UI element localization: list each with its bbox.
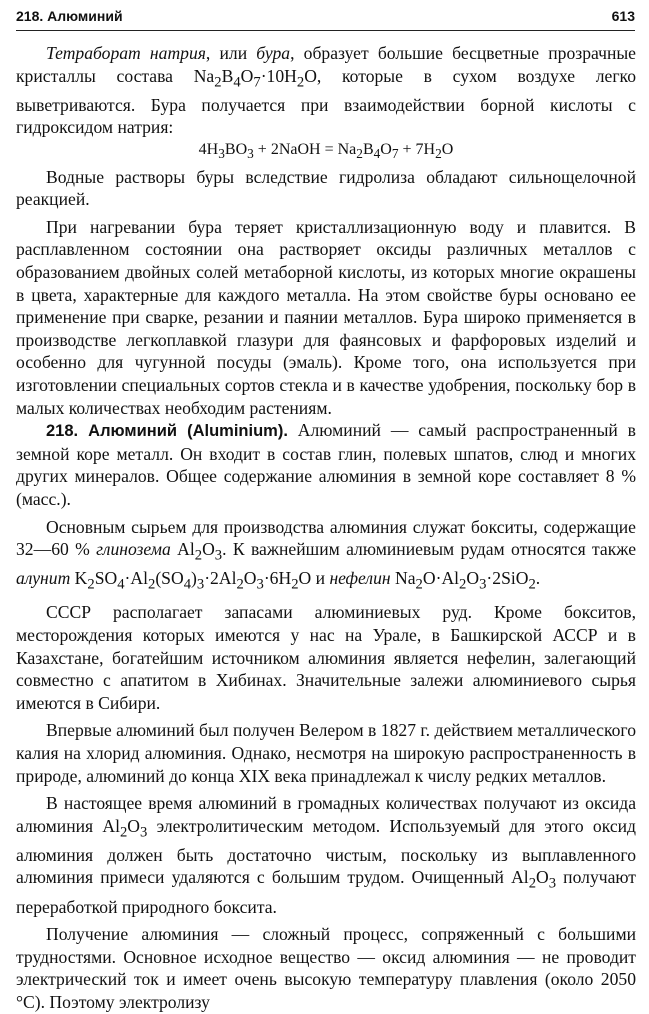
paragraph-ussr-deposits: СССР располагает запасами алюминиевых руд. Кроме бокситов, месторождения которых имеются у нас на Урале, в Башкирской АССР и в Казахстане, богатейшим источником алюминия является нефелин, залегающий совместно с апатитом в Хибинах. Значительные залежи алюминиевого сырья имеются в Сибири. <box>16 602 636 713</box>
page-number: 613 <box>611 8 635 24</box>
term-sodium-tetraborate: Тетраборат натрия <box>46 43 206 63</box>
paragraph-raw-materials: Основным сырьем для производства алюминия служат бокситы, содержащие 32—60 % глинозема $Al_2O_3$. К важнейшим алюминиевым рудам относятся также алунит $K_2SO_4\cdot Al_2(SO_4)_3\cdot 2Al_2O_3\cdot 6H_2O$ и нефелин $Na_2O\cdot Al_2O_3\cdot 2SiO_2$. <box>16 516 636 593</box>
page-body <box>16 42 636 1014</box>
term-borax: бура <box>256 43 291 63</box>
reaction-equation: $4H_3BO_3$ + 2NaOH = $Na_2B_4O_7 + 7H_2O$ <box>198 140 454 162</box>
paragraph-production: Получение алюминия — сложный процесс, сопряженный с большими трудностями. Основное исходное вещество — оксид алюминия — не проводит электрический ток и имеет очень высокую температуру плавления (около 2050 °C). Поэтому электролизу <box>16 924 636 1012</box>
section-heading: 218. Алюминий (Aluminium). <box>46 422 288 441</box>
paragraph-borax: Тетраборат натрия, или бура, образует большие бесцветные прозрачные кристаллы состава $Na_2B_4O_7\cdot 10H_2O$, которые в сухом воздухе легко выветриваются. Бура получается при взаимодействии борной кислоты с гидроксидом натрия: <box>16 43 637 138</box>
paragraph-hydrolysis: Водные растворы буры вследствие гидролиза обладают сильнощелочной реакцией. <box>16 166 636 210</box>
paragraph-heating: При нагревании бура теряет кристаллизационную воду и плавится. В расплавленном состоянии она растворяет оксиды различных металлов с образованием двойных солей метаборной кислоты, из которых многие окрашены в цвета, характерные для каждого металла. На этом свойстве буры основано ее применение при сварке, резании и паянии металлов. Бура широко применяется в производстве легкоплавкой глазури для фаянсовых и фарфоровых изделий и особенно для чугунной посуды (эмаль). Кроме того, она используется при изготовлении специальных сортов стекла и в качестве удобрения, поскольку бор в малых количествах необходим растениям. <box>16 216 636 418</box>
paragraph-electrolysis: В настоящее время алюминий в громадных количествах получают из оксида алюминия $Al_2O_3$ электролитическим методом. Используемый для этого оксид алюминия должен быть достаточно чистым, поскольку из выплавленного алюминия примеси удаляются с большим трудом. Очищенный $Al_2O_3$ получают переработкой природного боксита. <box>16 793 637 917</box>
section-aluminium: 218. Алюминий (Aluminium). Алюминий — самый распространенный в земной коре металл. Он входит в состав глин, полевых шпатов, слюд и многих других минералов. Общее содержание алюминия в земной коре составляет 8 % (масс.). <box>16 420 636 509</box>
paragraph-history: Впервые алюминий был получен Велером в 1827 г. действием металлического калия на хлорид алюминия. Однако, несмотря на широкую распространенность в природе, алюминий до конца XIX века принадлежал к числу редких металлов. <box>16 720 636 786</box>
running-title: 218. Алюминий <box>16 8 123 24</box>
page-header <box>16 6 635 31</box>
